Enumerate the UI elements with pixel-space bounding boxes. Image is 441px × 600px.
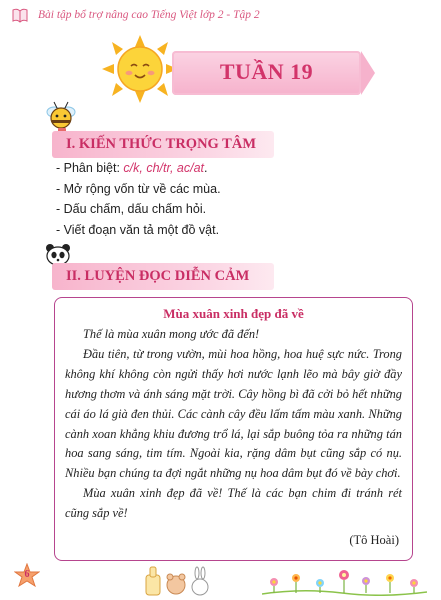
highlight-text: c/k, ch/tr, ac/at: [123, 161, 204, 175]
book-icon: [10, 5, 30, 25]
section-heading-knowledge: [52, 131, 274, 158]
section-heading-reading: [52, 263, 274, 290]
list-item: - Viết đoạn văn tả một đồ vật.: [56, 222, 220, 237]
page-number: 6: [24, 569, 30, 580]
passage-paragraph: Mùa xuân xinh đẹp đã về! Thế là các bạn chim đi tránh rét cũng sắp về!: [65, 486, 402, 521]
flowers-decoration: [262, 566, 427, 596]
sun-icon: [98, 33, 182, 105]
book-header: [10, 4, 430, 26]
passage-paragraph: Đầu tiên, từ trong vườn, mùi hoa hồng, hoa huệ sực nức. Trong không khí không còn ngửi thấy hơi nước lạnh lẽo mà bây giờ đầy hương thơm và ánh sáng mặt trời. Cây hồng bì đã cởi bỏ hết những cái áo lá già đen thủi. Các cành cây đều lấm tấm màu xanh. Những cành xoan khẳng khiu đương trổ lá, lại sắp buông tỏa ra những tán hoa sang sáng, tim tím. Ngoài kia, rặng dâm bụt cũng sắp có nụ. Nhiều bạn chúng ta đợi ngắt những nụ hoa dâm bụt đó về bày chơi.: [65, 346, 402, 481]
passage-body: [65, 325, 402, 524]
list-item: - Dấu chấm, dấu chấm hỏi.: [56, 202, 207, 216]
section-title: II. LUYỆN ĐỌC DIỄN CẢM: [66, 268, 250, 284]
list-item: - Phân biệt: c/k, ch/tr, ac/at.: [56, 161, 208, 175]
knowledge-list: [56, 158, 416, 240]
passage-author: (Tô Hoài): [349, 533, 399, 547]
list-item: - Mở rộng vốn từ về các mùa.: [56, 181, 221, 196]
book-title: Bài tập bổ trợ nâng cao Tiếng Việt lớp 2 - Tập 2: [38, 9, 260, 21]
week-banner: [172, 51, 361, 95]
animals-decoration: [142, 565, 222, 597]
reading-passage-box: [54, 297, 413, 561]
passage-title: Mùa xuân xinh đẹp đã về: [163, 306, 304, 321]
passage-paragraph: Thế là mùa xuân mong ước đã đến!: [83, 327, 260, 341]
section-title: I. KIẾN THỨC TRỌNG TÂM: [66, 136, 257, 152]
week-title: TUẦN 19: [219, 59, 314, 84]
